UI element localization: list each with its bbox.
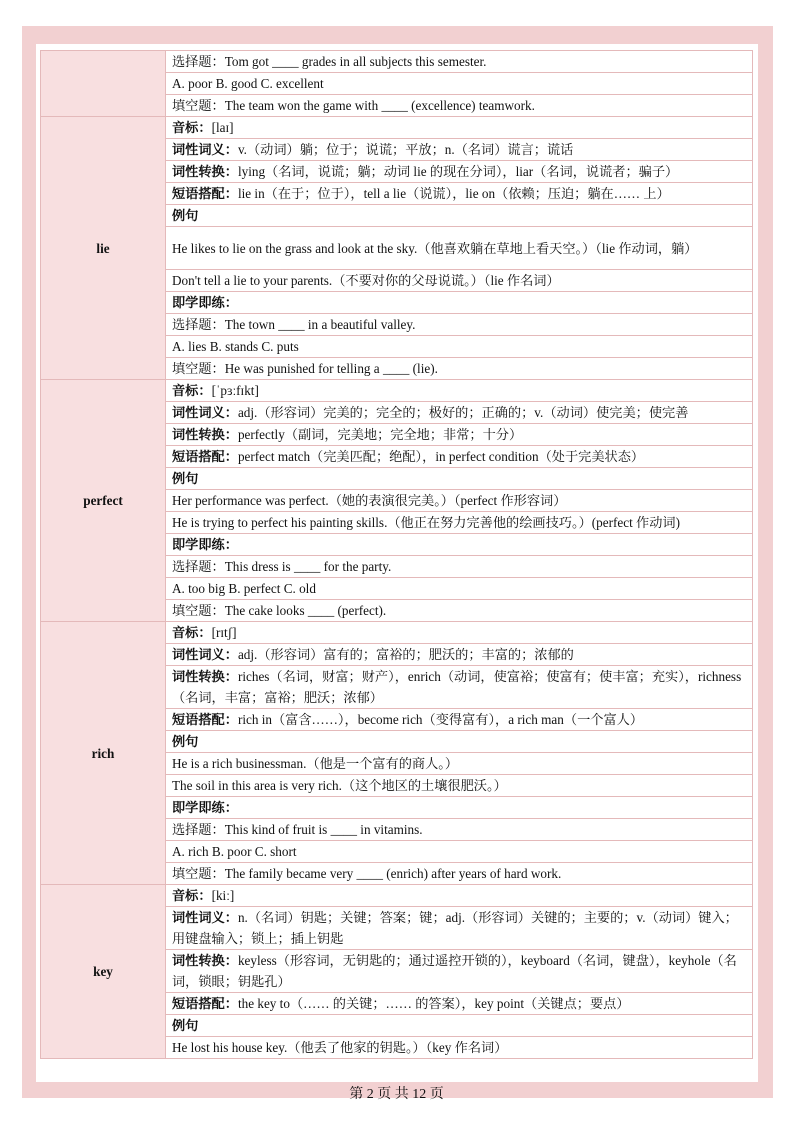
field-text: [rɪtʃ]: [211, 625, 237, 640]
headword: lie: [41, 117, 166, 380]
field-text: lie in（在于；位于），tell a lie（说谎），lie on（依赖；压迫；躺在…… 上）: [237, 186, 670, 201]
vocab-table: [40, 50, 753, 1059]
field-text: adj.（形容词）完美的；完全的；极好的；正确的；v.（动词）使完美；使完善: [237, 405, 689, 420]
field-text: [ˈpɜːfɪkt]: [211, 383, 259, 398]
table-row: [41, 622, 753, 644]
field-label: 例句: [172, 734, 199, 749]
field-label: 音标：: [172, 383, 212, 398]
field-text: keyless（形容词，无钥匙的；通过遥控开锁的），keyboard（名词，键盘），keyhole（名词，锁眼；钥匙孔）: [172, 953, 737, 989]
field-text: A. too big B. perfect C. old: [172, 581, 316, 596]
field-label: 短语搭配：: [172, 712, 238, 727]
entry-cell: [166, 797, 753, 819]
field-text: Her performance was perfect.（她的表演很完美。）（perfect 作形容词）: [172, 493, 567, 508]
field-label: 词性转换：: [172, 669, 238, 684]
field-text: v.（动词）躺；位于；说谎；平放；n.（名词）谎言；谎话: [237, 142, 574, 157]
entry-cell: [166, 314, 753, 336]
field-label: 例句: [172, 208, 199, 223]
entry-cell: [166, 358, 753, 380]
field-text: A. lies B. stands C. puts: [172, 339, 299, 354]
field-text: adj.（形容词）富有的；富裕的；肥沃的；丰富的；浓郁的: [237, 647, 574, 662]
entry-cell: [166, 644, 753, 666]
entry-cell: [166, 227, 753, 270]
entry-cell: [166, 292, 753, 314]
field-label: 词性词义：: [172, 910, 238, 925]
field-label: 音标：: [172, 120, 212, 135]
field-label: 例句: [172, 471, 199, 486]
field-label: 即学即练：: [172, 800, 238, 815]
field-text: n.（名词）钥匙；关键；答案；键；adj.（形容词）关键的；主要的；v.（动词）键入；用键盘输入；锁上；插上钥匙: [172, 910, 738, 946]
field-label: 短语搭配：: [172, 449, 238, 464]
entry-cell: [166, 885, 753, 907]
entry-cell: [166, 161, 753, 183]
entry-cell: [166, 73, 753, 95]
entry-cell: [166, 863, 753, 885]
field-text: 选择题：This kind of fruit is ____ in vitamins.: [172, 822, 423, 837]
page-number: 第 2 页 共 12 页: [349, 1087, 444, 1102]
table-row: [41, 380, 753, 402]
entry-cell: [166, 1015, 753, 1037]
field-text: He likes to lie on the grass and look at the sky.（他喜欢躺在草地上看天空。）（lie 作动词，躺）: [172, 240, 698, 256]
entry-cell: [166, 666, 753, 709]
entry-cell: [166, 819, 753, 841]
table-row: [41, 117, 753, 139]
entry-cell: [166, 731, 753, 753]
field-text: 填空题：The cake looks ____ (perfect).: [172, 603, 387, 618]
field-text: He lost his house key.（他丢了他家的钥匙。）（key 作名词）: [172, 1040, 508, 1055]
entry-cell: [166, 446, 753, 468]
entry-cell: [166, 1037, 753, 1059]
field-text: perfectly（副词，完美地；完全地；非常；十分）: [237, 427, 523, 442]
entry-cell: [166, 205, 753, 227]
entry-cell: [166, 600, 753, 622]
entry-cell: [166, 183, 753, 205]
entry-cell: [166, 139, 753, 161]
field-text: perfect match（完美匹配；绝配），in perfect condition（处于完美状态）: [237, 449, 645, 464]
entry-cell: [166, 753, 753, 775]
field-text: He is trying to perfect his painting skills.（他正在努力完善他的绘画技巧。）(perfect 作动词): [172, 515, 681, 530]
headword: key: [41, 885, 166, 1059]
field-text: [laɪ]: [211, 120, 234, 135]
entry-cell: [166, 424, 753, 446]
headword: rich: [41, 622, 166, 885]
field-label: 短语搭配：: [172, 186, 238, 201]
field-text: 填空题：The team won the game with ____ (excellence) teamwork.: [172, 98, 535, 113]
field-text: 填空题：The family became very ____ (enrich) after years of hard work.: [172, 866, 562, 881]
field-text: 选择题：The town ____ in a beautiful valley.: [172, 317, 416, 332]
field-label: 即学即练：: [172, 295, 238, 310]
word-cell: [41, 51, 166, 117]
field-text: The soil in this area is very rich.（这个地区的土壤很肥沃。）: [172, 778, 507, 793]
entry-cell: [166, 534, 753, 556]
field-text: [kiː]: [211, 888, 235, 903]
entry-cell: [166, 490, 753, 512]
field-text: A. rich B. poor C. short: [172, 844, 297, 859]
field-text: 选择题：Tom got ____ grades in all subjects this semester.: [172, 54, 487, 69]
headword: perfect: [41, 380, 166, 622]
entry-cell: [166, 380, 753, 402]
field-label: 词性词义：: [172, 647, 238, 662]
entry-cell: [166, 578, 753, 600]
entry-cell: [166, 709, 753, 731]
field-text: the key to（…… 的关键；…… 的答案），key point（关键点；要点）: [237, 996, 630, 1011]
entry-cell: [166, 336, 753, 358]
field-text: Don't tell a lie to your parents.（不要对你的父母说谎。）（lie 作名词）: [172, 273, 560, 288]
field-label: 词性词义：: [172, 405, 238, 420]
field-text: He is a rich businessman.（他是一个富有的商人。）: [172, 756, 459, 771]
field-label: 音标：: [172, 625, 212, 640]
field-text: lying（名词，说谎；躺；动词 lie 的现在分词），liar（名词，说谎者；骗子）: [237, 164, 679, 179]
entry-cell: [166, 117, 753, 139]
field-text: 选择题：This dress is ____ for the party.: [172, 559, 392, 574]
entry-cell: [166, 402, 753, 424]
field-text: rich in（富含……），become rich（变得富有），a rich man（一个富人）: [237, 712, 644, 727]
entry-cell: [166, 841, 753, 863]
field-label: 例句: [172, 1018, 199, 1033]
entry-cell: [166, 556, 753, 578]
entry-cell: [166, 622, 753, 644]
entry-cell: [166, 468, 753, 490]
field-label: 词性转换：: [172, 427, 238, 442]
entry-cell: [166, 95, 753, 117]
entry-cell: [166, 512, 753, 534]
table-row: [41, 51, 753, 73]
field-label: 即学即练：: [172, 537, 238, 552]
field-text: 填空题：He was punished for telling a ____ (lie).: [172, 361, 438, 376]
field-label: 音标：: [172, 888, 212, 903]
field-text: A. poor B. good C. excellent: [172, 76, 324, 91]
entry-cell: [166, 270, 753, 292]
entry-cell: [166, 907, 753, 950]
field-label: 词性转换：: [172, 953, 238, 968]
entry-cell: [166, 51, 753, 73]
field-label: 词性词义：: [172, 142, 238, 157]
field-label: 短语搭配：: [172, 996, 238, 1011]
entry-cell: [166, 993, 753, 1015]
entry-cell: [166, 950, 753, 993]
table-row: [41, 885, 753, 907]
field-label: 词性转换：: [172, 164, 238, 179]
field-text: riches（名词，财富；财产），enrich（动词，使富裕；使富有；使丰富；充实），richness（名词，丰富；富裕；肥沃；浓郁）: [172, 669, 742, 705]
entry-cell: [166, 775, 753, 797]
